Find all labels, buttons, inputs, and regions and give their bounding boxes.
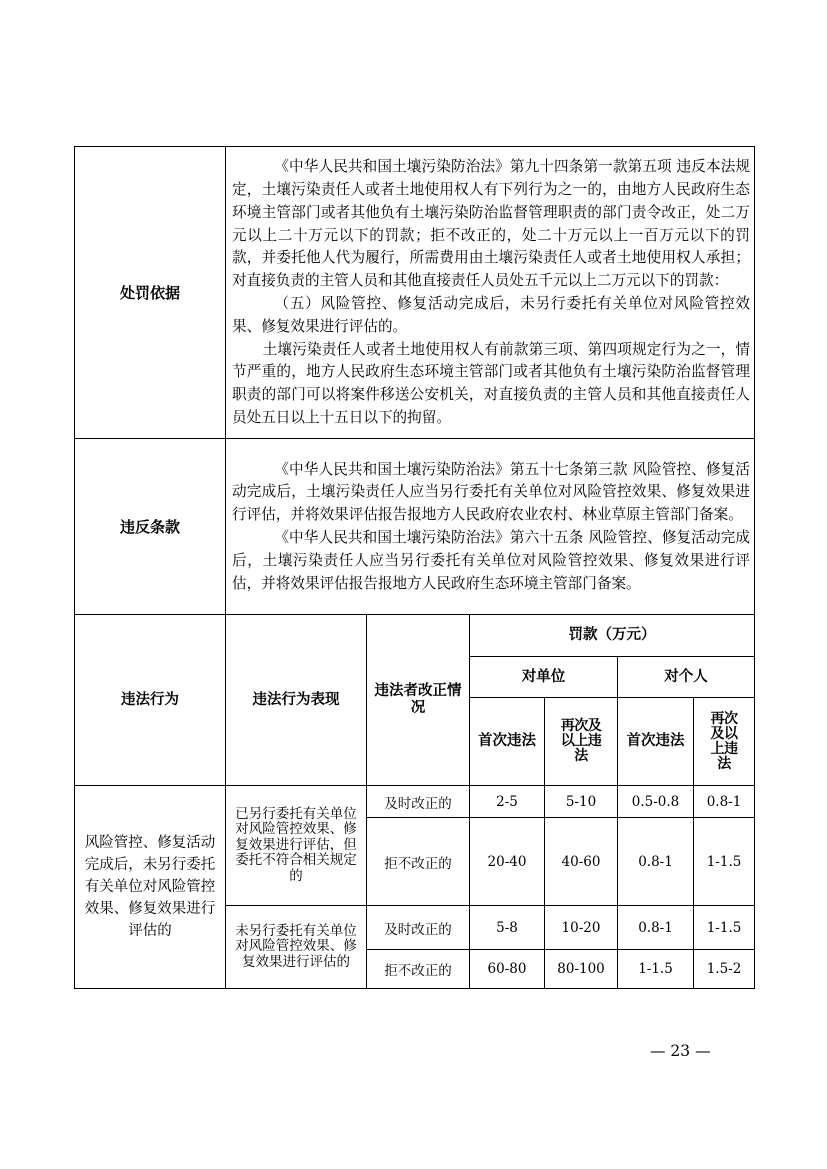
manifest-description: 已另行委托有关单位对风险管控效果、修复效果进行评估，但委托不符合相关规定的	[226, 786, 367, 906]
header-fine: 罚款（万元）	[470, 615, 755, 657]
manifest-description: 未另行委托有关单位对风险管控效果、修复效果进行评估的	[226, 906, 367, 989]
violated-paragraph: 《中华人民共和国土壤污染防治法》第五十七条第三款 风险管控、修复活动完成后，土壤污染责任人应当另行委托有关单位对风险管控效果、修复效果进行评估，并将效果评估报告报地方人民政府农业农村、林业草原主管部门备案。	[232, 460, 751, 524]
header-correction: 违法者改正情况	[367, 615, 470, 786]
act-description: 风险管控、修复活动完成后，未另行委托有关单位对风险管控效果、修复效果进行评估的	[75, 786, 226, 989]
fine-cell: 1-1.5	[694, 906, 755, 950]
header-act: 违法行为	[75, 615, 226, 786]
fine-cell: 0.8-1	[694, 786, 755, 818]
basis-paragraph: 土壤污染责任人或者土地使用权人有前款第三项、第四项规定行为之一，情节严重的，地方人民政府生态环境主管部门或者其他负有土壤污染防治监督管理职责的部门可以将案件移送公安机关，对直接负责的主管人员和其他直接责任人员处五日以上十五日以下的拘留。	[232, 340, 751, 426]
header-unit: 对单位	[470, 657, 618, 698]
fine-cell: 60-80	[470, 950, 545, 989]
fine-cell: 1.5-2	[694, 950, 755, 989]
header-person-first: 首次违法	[618, 698, 694, 786]
correction-cell: 拒不改正的	[367, 950, 470, 989]
fine-cell: 20-40	[470, 818, 545, 906]
basis-content	[226, 147, 755, 439]
fine-cell: 2-5	[470, 786, 545, 818]
fine-cell: 40-60	[545, 818, 618, 906]
correction-cell: 及时改正的	[367, 786, 470, 818]
penalty-table	[74, 146, 755, 989]
violated-paragraph: 《中华人民共和国土壤污染防治法》第六十五条 风险管控、修复活动完成后，土壤污染责任人应当另行委托有关单位对风险管控效果、修复效果进行评估，并将效果评估报告报地方人民政府生态环境主管部门备案。	[232, 529, 751, 592]
fine-cell: 0.8-1	[618, 906, 694, 950]
fine-cell: 0.5-0.8	[618, 786, 694, 818]
basis-row	[75, 147, 755, 439]
header-manifest: 违法行为表现	[226, 615, 367, 786]
table-row	[75, 786, 755, 818]
header-person-repeat: 再次及以上违法	[694, 698, 755, 786]
violated-content	[226, 439, 755, 615]
header-unit-first: 首次违法	[470, 698, 545, 786]
fine-header-row	[75, 615, 755, 657]
fine-cell: 5-10	[545, 786, 618, 818]
violated-row	[75, 439, 755, 615]
fine-cell: 1-1.5	[694, 818, 755, 906]
fine-cell: 1-1.5	[618, 950, 694, 989]
basis-paragraph: （五）风险管控、修复活动完成后，未另行委托有关单位对风险管控效果、修复效果进行评估的。	[232, 295, 751, 335]
fine-cell: 0.8-1	[618, 818, 694, 906]
page-number: — 23 —	[650, 1042, 711, 1060]
correction-cell: 拒不改正的	[367, 818, 470, 906]
fine-cell: 80-100	[545, 950, 618, 989]
violated-label: 违反条款	[75, 439, 226, 615]
header-unit-repeat: 再次及以上违法	[545, 698, 618, 786]
header-person: 对个人	[618, 657, 755, 698]
fine-cell: 5-8	[470, 906, 545, 950]
basis-paragraph: 《中华人民共和国土壤污染防治法》第九十四条第一款第五项 违反本法规定，土壤污染责任人或者土地使用权人有下列行为之一的，由地方人民政府生态环境主管部门或者其他负有土壤污染防治监督管理职责的部门责令改正，处二万元以上二十万元以下的罚款；拒不改正的，处二十万元以上一百万元以下的罚款，并委托他人代为履行，所需费用由土壤污染责任人或者土地使用权人承担；对直接负责的主管人员和其他直接责任人员处五千元以上二万元以下的罚款：	[232, 158, 751, 290]
fine-cell: 10-20	[545, 906, 618, 950]
basis-label: 处罚依据	[75, 147, 226, 439]
correction-cell: 及时改正的	[367, 906, 470, 950]
